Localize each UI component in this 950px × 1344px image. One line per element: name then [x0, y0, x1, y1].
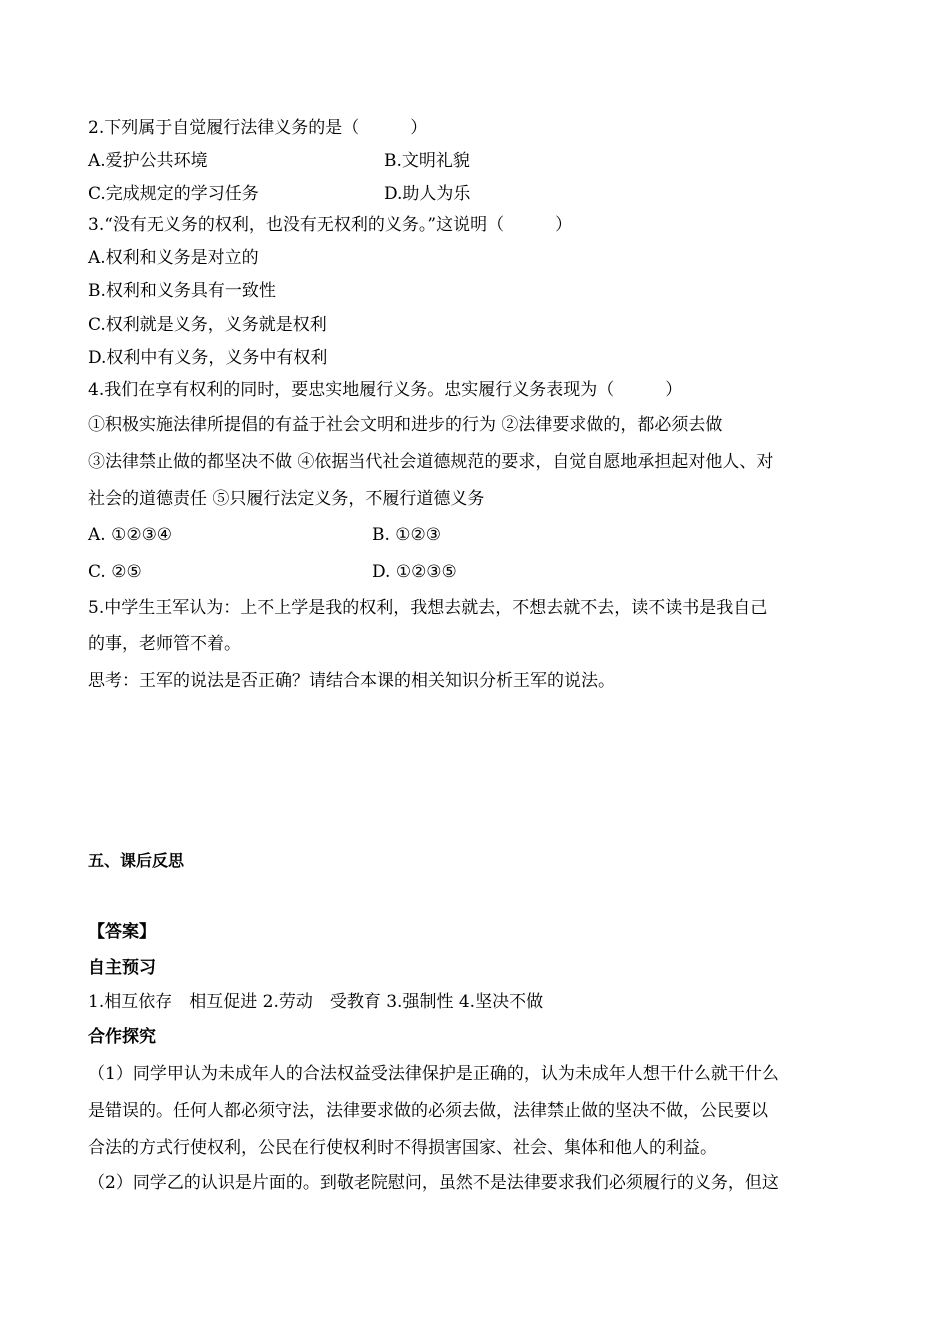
question-2-option-d: D.助人为乐: [384, 184, 471, 204]
question-4-option-a: A. ①②③④: [88, 525, 173, 545]
question-2-stem: 2.下列属于自觉履行法律义务的是（ ）: [88, 118, 428, 138]
question-3-option-a: A.权利和义务是对立的: [88, 248, 259, 268]
question-4-option-b: B. ①②③: [372, 525, 442, 545]
section-title-reflection: 五、课后反思: [88, 851, 185, 870]
question-5-scenario: 的事，老师管不着。: [88, 634, 241, 654]
question-3-option-d: D.权利中有义务，义务中有权利: [88, 348, 328, 368]
answers-heading: 【答案】: [88, 922, 156, 942]
answer-paragraph-line: （1）同学甲认为未成年人的合法权益受法律保护是正确的，认为未成年人想干什么就干什么: [88, 1064, 779, 1084]
question-5-prompt: 思考：王军的说法是否正确？请结合本课的相关知识分析王军的说法。: [88, 671, 615, 691]
question-5-scenario: 5.中学生王军认为：上不上学是我的权利，我想去就去，不想去就不去，读不读书是我自己: [88, 598, 768, 618]
question-3-option-b: B.权利和义务具有一致性: [88, 281, 276, 301]
question-4-statement-line: ①积极实施法律所提倡的有益于社会文明和进步的行为 ②法律要求做的，都必须去做: [88, 415, 723, 435]
question-2-option-b: B.文明礼貌: [384, 151, 470, 171]
question-4-option-c: C. ②⑤: [88, 562, 142, 582]
answer-paragraph-line: 是错误的。任何人都必须守法，法律要求做的必须去做，法律禁止做的坚决不做，公民要以: [88, 1101, 768, 1121]
question-4-option-d: D. ①②③⑤: [372, 562, 457, 582]
question-3-stem: 3.“没有无义务的权利，也没有无权利的义务。”这说明（ ）: [88, 215, 573, 235]
question-2-option-a: A.爱护公共环境: [88, 151, 208, 171]
question-3-option-c: C.权利就是义务，义务就是权利: [88, 315, 327, 335]
answer-paragraph-line: （2）同学乙的认识是片面的。到敬老院慰问，虽然不是法律要求我们必须履行的义务，但这: [88, 1173, 779, 1193]
answer-paragraph-line: 合法的方式行使权利，公民在行使权利时不得损害国家、社会、集体和他人的利益。: [88, 1138, 717, 1158]
answers-preview-heading: 自主预习: [88, 958, 156, 978]
question-4-statement-line: 社会的道德责任 ⑤只履行法定义务，不履行道德义务: [88, 489, 485, 509]
question-4-statement-line: ③法律禁止做的都坚决不做 ④依据当代社会道德规范的要求，自觉自愿地承担起对他人、对: [88, 452, 774, 472]
answers-cooperation-heading: 合作探究: [88, 1027, 156, 1047]
answers-preview-text: 1.相互依存 相互促进 2.劳动 受教育 3.强制性 4.坚决不做: [88, 992, 544, 1012]
question-2-option-c: C.完成规定的学习任务: [88, 184, 259, 204]
question-4-stem: 4.我们在享有权利的同时，要忠实地履行义务。忠实履行义务表现为（ ）: [88, 380, 683, 400]
